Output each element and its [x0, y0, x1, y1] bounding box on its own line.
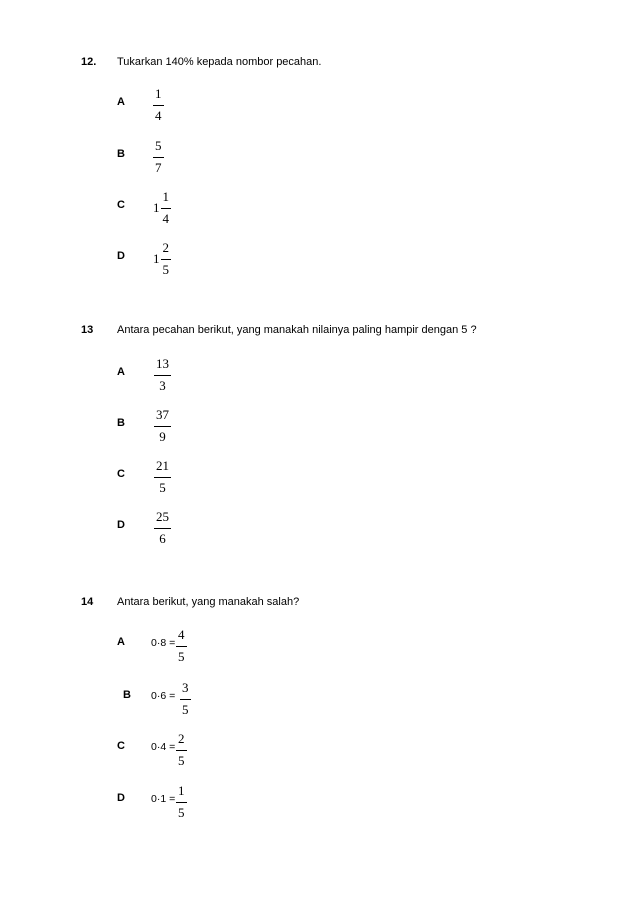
fraction-bar [154, 477, 171, 478]
numerator: 21 [156, 458, 169, 473]
numerator: 1 [155, 86, 162, 101]
question-number: 12. [81, 56, 97, 68]
whole-part: 1 [153, 251, 160, 266]
numerator: 2 [178, 731, 185, 746]
option-letter: A [117, 636, 125, 648]
option-letter: C [117, 740, 125, 752]
denominator: 5 [178, 649, 185, 664]
option-letter: C [117, 468, 125, 480]
option-fraction [154, 357, 171, 393]
option-letter: D [117, 250, 125, 262]
fraction-bar [161, 208, 172, 209]
option-letter: D [117, 792, 125, 804]
fraction-bar [153, 105, 164, 106]
question-text: Tukarkan 140% kepada nombor pecahan. [117, 56, 322, 68]
denominator: 5 [162, 262, 169, 277]
option-fraction [154, 510, 171, 546]
fraction-bar [153, 157, 164, 158]
whole-part: 1 [153, 200, 160, 215]
option-fraction [176, 732, 187, 768]
fraction-bar [176, 646, 187, 647]
fraction-bar [154, 426, 171, 427]
numerator: 1 [178, 783, 185, 798]
question-number: 13 [81, 324, 94, 336]
option-decimal: 0·8 = [151, 637, 176, 649]
numerator: 4 [178, 627, 185, 642]
numerator: 1 [162, 189, 169, 204]
option-letter: C [117, 199, 125, 211]
fraction-bar [176, 750, 187, 751]
question-text: Antara pecahan berikut, yang manakah nilainya paling hampir dengan 5 ? [117, 324, 477, 336]
option-fraction [180, 681, 191, 717]
denominator: 6 [159, 531, 166, 546]
numerator: 2 [162, 240, 169, 255]
numerator: 37 [156, 407, 169, 422]
numerator: 3 [182, 680, 189, 695]
question-number: 14 [81, 596, 94, 608]
option-fraction [176, 628, 187, 664]
option-decimal: 0·1 = [151, 793, 176, 805]
option-fraction [154, 408, 171, 444]
denominator: 4 [155, 108, 162, 123]
denominator: 4 [162, 211, 169, 226]
denominator: 9 [159, 429, 166, 444]
option-decimal: 0·4 = [151, 741, 176, 753]
option-decimal: 0·6 = [151, 690, 176, 702]
option-letter: A [117, 366, 125, 378]
fraction-bar [161, 259, 172, 260]
denominator: 5 [178, 753, 185, 768]
fraction-bar [154, 528, 171, 529]
numerator: 5 [155, 138, 162, 153]
denominator: 5 [182, 702, 189, 717]
option-letter: B [117, 148, 125, 160]
fraction-bar [176, 802, 187, 803]
fraction-bar [180, 699, 191, 700]
option-letter: B [117, 417, 125, 429]
option-fraction [161, 241, 172, 277]
option-fraction [176, 784, 187, 820]
option-fraction [153, 87, 164, 123]
numerator: 13 [156, 356, 169, 371]
option-letter: B [123, 689, 131, 701]
option-letter: A [117, 96, 125, 108]
option-mixed-number [153, 241, 171, 277]
denominator: 3 [159, 378, 166, 393]
option-letter: D [117, 519, 125, 531]
numerator: 25 [156, 509, 169, 524]
option-fraction [154, 459, 171, 495]
option-fraction [153, 139, 164, 175]
option-fraction [161, 190, 172, 226]
denominator: 5 [159, 480, 166, 495]
question-text: Antara berikut, yang manakah salah? [117, 596, 300, 608]
fraction-bar [154, 375, 171, 376]
denominator: 5 [178, 805, 185, 820]
denominator: 7 [155, 160, 162, 175]
option-mixed-number [153, 190, 171, 226]
